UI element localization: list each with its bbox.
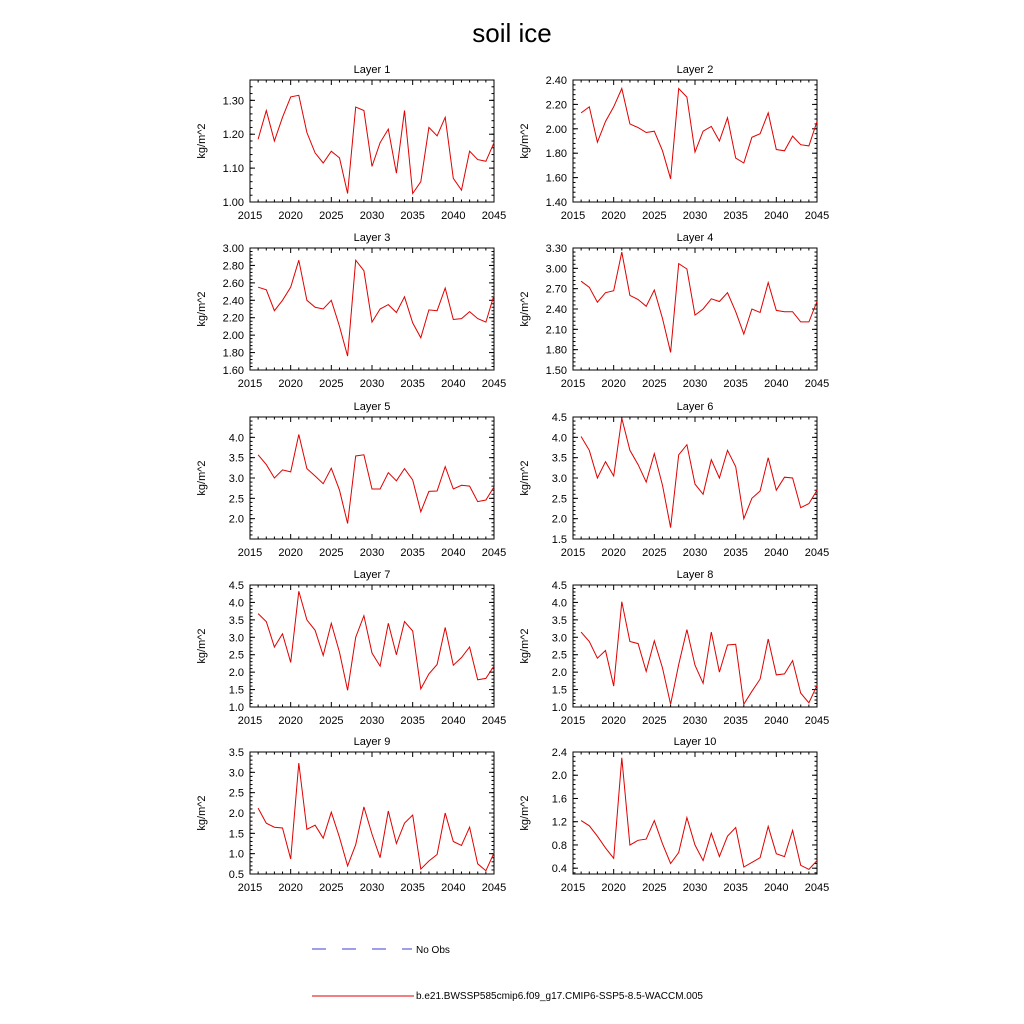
x-tick-label: 2020 (601, 378, 626, 390)
y-axis-label: kg/m^2 (196, 795, 208, 831)
y-tick-label: 4.5 (228, 580, 244, 592)
y-tick-label: 2.80 (222, 260, 244, 273)
y-tick-label: 3.0 (228, 473, 244, 485)
panel-layer-8 (519, 569, 829, 727)
x-tick-label: 2045 (804, 378, 830, 390)
x-tick-label: 2030 (359, 210, 385, 222)
y-tick-label: 1.5 (551, 684, 567, 697)
panel-layer-5 (196, 401, 506, 559)
plot-frame (573, 417, 817, 539)
y-tick-label: 1.80 (222, 347, 244, 360)
y-tick-label: 1.60 (545, 172, 567, 185)
y-tick-label: 1.5 (551, 534, 567, 546)
y-tick-label: 1.0 (228, 702, 244, 714)
y-tick-label: 1.00 (222, 197, 244, 209)
panel-title: Layer 1 (353, 64, 391, 76)
y-tick-label: 1.5 (228, 684, 244, 697)
plot-frame (250, 585, 494, 707)
panel-title: Layer 5 (353, 401, 391, 413)
y-tick-label: 3.30 (545, 243, 567, 255)
x-tick-label: 2025 (319, 547, 344, 559)
y-tick-label: 2.0 (228, 808, 244, 820)
x-tick-label: 2035 (723, 715, 748, 727)
x-tick-label: 2035 (400, 210, 425, 222)
y-tick-label: 3.0 (228, 632, 244, 645)
y-tick-label: 3.5 (228, 452, 244, 465)
figure-title: soil ice (472, 18, 552, 48)
panel-layer-1 (196, 64, 506, 222)
x-tick-label: 2035 (723, 547, 748, 559)
y-tick-label: 2.5 (228, 493, 244, 506)
y-axis-label: kg/m^2 (196, 628, 208, 664)
x-tick-label: 2020 (278, 715, 303, 727)
y-tick-label: 1.20 (222, 129, 244, 142)
y-tick-label: 2.20 (545, 99, 567, 112)
x-tick-label: 2030 (682, 882, 708, 894)
y-tick-label: 1.50 (545, 365, 567, 377)
x-tick-label: 2015 (237, 715, 263, 727)
y-tick-label: 3.5 (551, 452, 567, 465)
y-tick-label: 3.5 (228, 614, 244, 627)
panel-title: Layer 6 (676, 401, 714, 413)
y-axis-label: kg/m^2 (519, 628, 531, 664)
y-tick-label: 1.80 (545, 344, 567, 357)
x-tick-label: 2020 (601, 547, 626, 559)
x-tick-label: 2045 (804, 715, 830, 727)
x-tick-label: 2025 (642, 210, 667, 222)
x-tick-label: 2020 (278, 378, 303, 390)
series-line (581, 252, 817, 352)
x-tick-label: 2020 (278, 547, 303, 559)
panel-layer-10 (519, 736, 829, 894)
y-tick-label: 1.2 (551, 816, 567, 829)
y-tick-label: 1.6 (551, 793, 567, 806)
y-tick-label: 2.00 (222, 330, 244, 343)
plot-frame (573, 80, 817, 202)
x-tick-label: 2020 (278, 882, 303, 894)
x-tick-label: 2025 (642, 378, 667, 390)
x-tick-label: 2040 (441, 547, 466, 559)
y-tick-label: 2.40 (545, 75, 567, 87)
panel-layer-6 (519, 401, 829, 559)
y-tick-label: 3.0 (551, 632, 567, 645)
x-tick-label: 2025 (319, 715, 344, 727)
y-axis-label: kg/m^2 (519, 795, 531, 831)
panel-layer-7 (196, 569, 506, 727)
x-tick-label: 2025 (642, 882, 667, 894)
x-tick-label: 2025 (319, 210, 344, 222)
y-tick-label: 2.5 (228, 649, 244, 662)
x-tick-label: 2045 (804, 882, 830, 894)
y-axis-label: kg/m^2 (519, 460, 531, 496)
x-tick-label: 2040 (764, 378, 789, 390)
y-tick-label: 1.80 (545, 148, 567, 161)
y-tick-label: 1.30 (222, 95, 244, 108)
x-tick-label: 2040 (764, 715, 789, 727)
series-line (581, 418, 817, 527)
y-tick-label: 3.5 (228, 747, 244, 759)
y-tick-label: 2.60 (222, 277, 244, 290)
x-tick-label: 2035 (723, 378, 748, 390)
y-tick-label: 2.0 (228, 513, 244, 526)
series-line (258, 435, 494, 524)
y-tick-label: 1.10 (222, 163, 244, 176)
legend-model-label: b.e21.BWSSP585cmip6.f09_g17.CMIP6-SSP5-8.5-WACCM.005 (416, 991, 703, 1002)
panel-title: Layer 10 (673, 736, 717, 748)
x-tick-label: 2015 (560, 378, 586, 390)
figure-legend (312, 945, 703, 1002)
x-tick-label: 2015 (560, 547, 586, 559)
series-line (258, 95, 494, 193)
y-tick-label: 2.70 (545, 283, 567, 296)
y-tick-label: 0.5 (228, 869, 244, 881)
series-line (258, 591, 494, 690)
plot-frame (250, 752, 494, 874)
series-line (258, 763, 494, 871)
legend-obs-label: No Obs (416, 945, 450, 956)
x-tick-label: 2035 (723, 882, 748, 894)
y-tick-label: 2.5 (551, 493, 567, 506)
panel-layer-4 (519, 232, 829, 390)
x-tick-label: 2035 (400, 378, 425, 390)
x-tick-label: 2045 (481, 547, 507, 559)
x-tick-label: 2045 (481, 378, 507, 390)
y-axis-label: kg/m^2 (196, 460, 208, 496)
x-tick-label: 2045 (481, 715, 507, 727)
x-tick-label: 2020 (601, 882, 626, 894)
series-line (258, 260, 494, 356)
panel-title: Layer 9 (353, 736, 391, 748)
y-axis-label: kg/m^2 (196, 123, 208, 159)
y-tick-label: 2.0 (228, 667, 244, 680)
plot-frame (573, 752, 817, 874)
y-tick-label: 4.5 (551, 412, 567, 424)
y-tick-label: 2.0 (551, 770, 567, 783)
y-tick-label: 1.0 (551, 702, 567, 714)
y-tick-label: 2.20 (222, 312, 244, 325)
panel-title: Layer 8 (676, 569, 714, 581)
plot-frame (573, 248, 817, 370)
x-tick-label: 2025 (319, 378, 344, 390)
layer-panels (196, 64, 829, 894)
y-tick-label: 1.60 (222, 365, 244, 377)
x-tick-label: 2040 (441, 378, 466, 390)
x-tick-label: 2020 (601, 715, 626, 727)
y-tick-label: 3.0 (228, 767, 244, 780)
y-tick-label: 4.0 (551, 432, 567, 445)
x-tick-label: 2040 (764, 882, 789, 894)
panel-layer-3 (196, 232, 506, 390)
y-tick-label: 2.0 (551, 667, 567, 680)
y-tick-label: 1.0 (228, 848, 244, 861)
x-tick-label: 2015 (237, 210, 263, 222)
x-tick-label: 2045 (481, 210, 507, 222)
y-tick-label: 2.00 (545, 123, 567, 136)
x-tick-label: 2015 (560, 715, 586, 727)
x-tick-label: 2030 (359, 715, 385, 727)
series-line (581, 602, 817, 705)
x-tick-label: 2035 (400, 547, 425, 559)
y-tick-label: 2.10 (545, 324, 567, 337)
x-tick-label: 2045 (804, 547, 830, 559)
x-tick-label: 2025 (642, 715, 667, 727)
x-tick-label: 2030 (682, 547, 708, 559)
y-tick-label: 2.5 (551, 649, 567, 662)
x-tick-label: 2035 (400, 715, 425, 727)
y-tick-label: 1.5 (228, 828, 244, 841)
x-tick-label: 2030 (682, 210, 708, 222)
x-tick-label: 2015 (560, 882, 586, 894)
y-tick-label: 4.0 (551, 597, 567, 610)
x-tick-label: 2030 (359, 378, 385, 390)
y-tick-label: 2.40 (222, 295, 244, 308)
x-tick-label: 2040 (441, 210, 466, 222)
series-line (581, 758, 817, 870)
y-tick-label: 4.0 (228, 597, 244, 610)
y-tick-label: 2.4 (551, 747, 567, 759)
y-tick-label: 0.8 (551, 839, 567, 852)
x-tick-label: 2015 (237, 882, 263, 894)
y-tick-label: 2.40 (545, 304, 567, 316)
y-axis-label: kg/m^2 (519, 291, 531, 327)
y-axis-label: kg/m^2 (196, 291, 208, 327)
x-tick-label: 2020 (278, 210, 303, 222)
x-tick-label: 2045 (481, 882, 507, 894)
x-tick-label: 2030 (682, 715, 708, 727)
x-tick-label: 2040 (441, 715, 466, 727)
panel-title: Layer 7 (353, 569, 391, 581)
panel-title: Layer 2 (676, 64, 714, 76)
x-tick-label: 2040 (764, 210, 789, 222)
x-tick-label: 2045 (804, 210, 830, 222)
x-tick-label: 2020 (601, 210, 626, 222)
y-tick-label: 3.0 (551, 473, 567, 485)
x-tick-label: 2030 (359, 882, 385, 894)
plot-frame (250, 417, 494, 539)
x-tick-label: 2030 (359, 547, 385, 559)
x-tick-label: 2015 (560, 210, 586, 222)
x-tick-label: 2040 (441, 882, 466, 894)
x-tick-label: 2025 (642, 547, 667, 559)
panel-layer-2 (519, 64, 829, 222)
x-tick-label: 2030 (682, 378, 708, 390)
y-tick-label: 3.5 (551, 614, 567, 627)
panel-title: Layer 3 (353, 232, 391, 244)
y-tick-label: 0.4 (551, 863, 567, 876)
plot-frame (573, 585, 817, 707)
y-tick-label: 2.0 (551, 513, 567, 526)
x-tick-label: 2035 (400, 882, 425, 894)
y-tick-label: 3.00 (222, 243, 244, 255)
y-tick-label: 1.40 (545, 197, 567, 209)
x-tick-label: 2035 (723, 210, 748, 222)
series-line (581, 89, 817, 179)
x-tick-label: 2025 (319, 882, 344, 894)
y-axis-label: kg/m^2 (519, 123, 531, 159)
plot-frame (250, 248, 494, 370)
y-tick-label: 3.00 (545, 263, 567, 276)
y-tick-label: 4.5 (551, 580, 567, 592)
x-tick-label: 2040 (764, 547, 789, 559)
panel-title: Layer 4 (676, 232, 714, 244)
y-tick-label: 2.5 (228, 787, 244, 800)
panel-layer-9 (196, 736, 506, 894)
y-tick-label: 4.0 (228, 432, 244, 445)
x-tick-label: 2015 (237, 547, 263, 559)
x-tick-label: 2015 (237, 378, 263, 390)
